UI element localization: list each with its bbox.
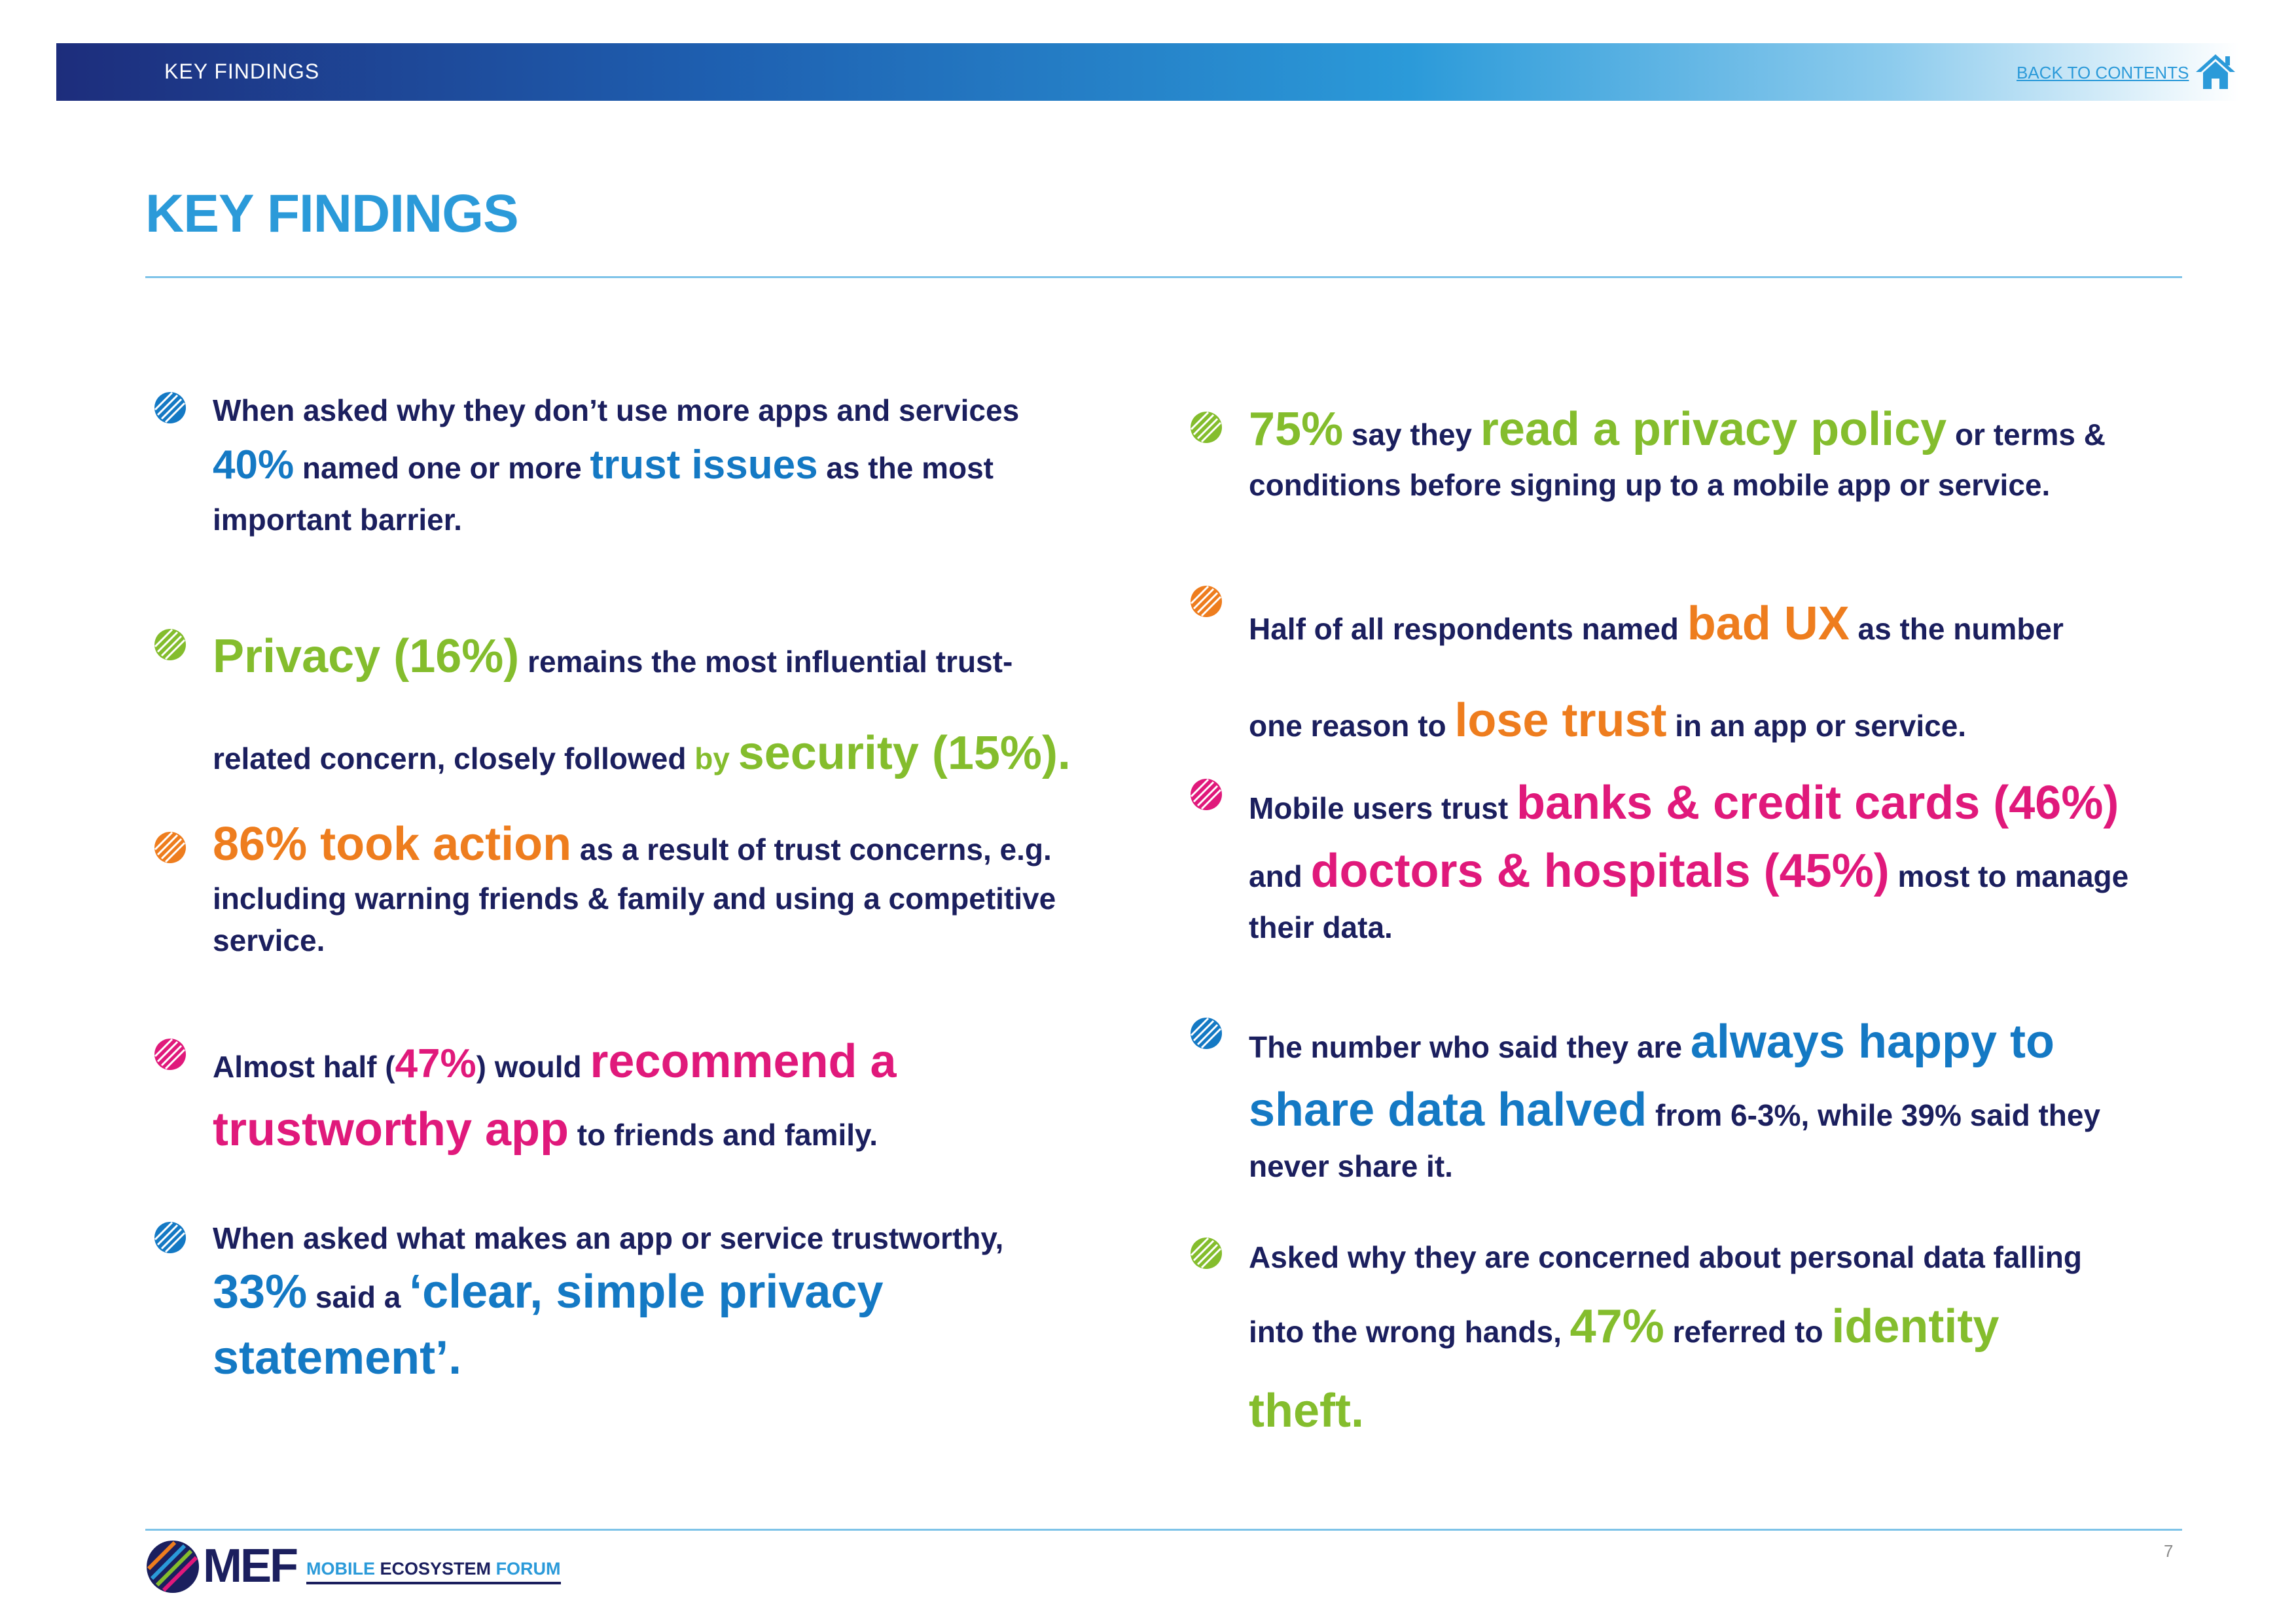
page-number: 7 — [2164, 1541, 2174, 1561]
orange-globe-bullet-icon — [152, 830, 188, 865]
page-title: KEY FINDINGS — [145, 184, 518, 243]
orange-globe-bullet-icon — [1189, 584, 1224, 619]
finding-share-data: The number who said they are always happy to share data halved from 6-3%, while 39% said they never share it. — [1249, 1008, 2165, 1188]
green-globe-bullet-icon — [152, 627, 188, 662]
blue-globe-bullet-icon — [152, 1220, 188, 1255]
home-icon[interactable] — [2194, 52, 2237, 90]
logo-tagline: MOBILE ECOSYSTEM FORUM — [306, 1559, 561, 1584]
back-to-contents-link[interactable]: BACK TO CONTENTS — [2017, 63, 2189, 82]
finding-trusted-institutions: Mobile users trust banks & credit cards (46%) and doctors & hospitals (45%) most to manage their data. — [1249, 769, 2165, 949]
mef-logo — [145, 1534, 561, 1599]
pink-globe-bullet-icon — [1189, 777, 1224, 812]
pink-globe-bullet-icon — [152, 1037, 188, 1072]
finding-identity-theft: Asked why they are concerned about personal data falling into the wrong hands, 47% referred to identity theft. — [1249, 1230, 2165, 1454]
finding-took-action: 86% took action as a result of trust concerns, e.g. including warning friends & family and using a competitive service. — [213, 812, 1116, 962]
finding-recommend: Almost half (47%) would recommend a trustworthy app to friends and family. — [213, 1027, 1116, 1164]
footer-divider — [145, 1529, 2182, 1531]
finding-read-privacy-policy: 75% say they read a privacy policy or terms & conditions before signing up to a mobile app or service. — [1249, 395, 2165, 507]
finding-privacy-security: Privacy (16%) remains the most influential trust- related concern, closely followed by security (15%). — [213, 609, 1116, 802]
green-globe-bullet-icon — [1189, 1236, 1224, 1271]
logo-wordmark: MEF — [203, 1540, 296, 1592]
title-divider — [145, 276, 2182, 278]
header-bar — [56, 43, 2239, 101]
blue-globe-bullet-icon — [1189, 1016, 1224, 1051]
section-label: KEY FINDINGS — [164, 60, 320, 83]
mef-globe-icon — [145, 1539, 200, 1594]
blue-globe-bullet-icon — [152, 390, 188, 425]
finding-privacy-statement: When asked what makes an app or service trustworthy, 33% said a ‘clear, simple privacy statement’. — [213, 1217, 1116, 1391]
finding-trust-issues: When asked why they don’t use more apps and services 40% named one or more trust issues as the most important barrier. — [213, 387, 1116, 544]
green-globe-bullet-icon — [1189, 410, 1224, 445]
finding-bad-ux: Half of all respondents named bad UX as the number one reason to lose trust in an app or service. — [1249, 576, 2165, 769]
